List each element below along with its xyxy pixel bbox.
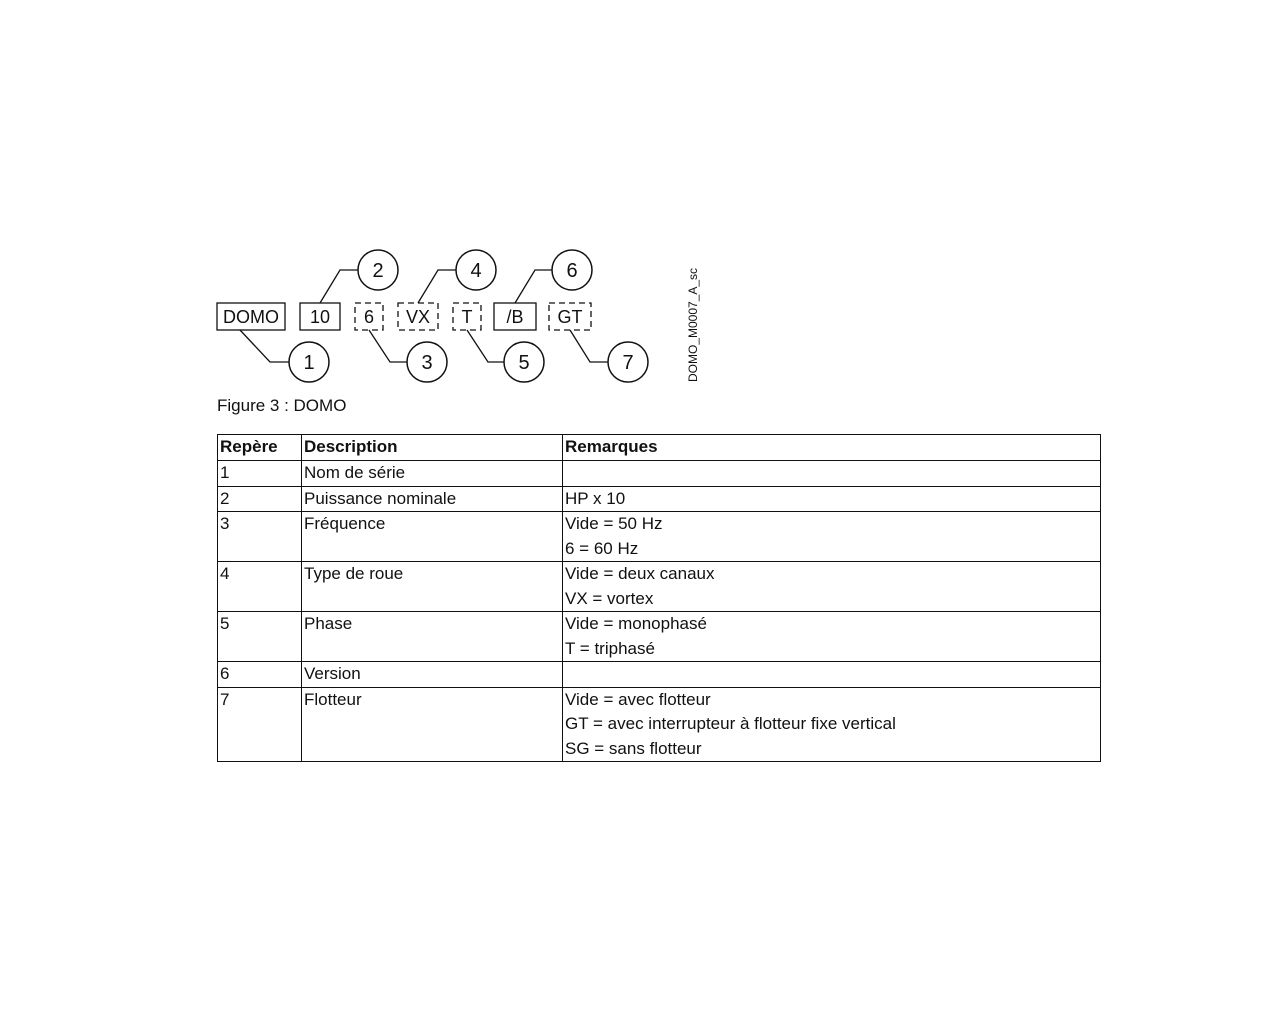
cell-repere: 5	[218, 612, 302, 662]
callout-number-7: 7	[622, 352, 634, 374]
callout-number-5: 5	[518, 352, 530, 374]
leader-line-1	[240, 330, 289, 362]
cell-repere: 4	[218, 562, 302, 612]
header-repere: Repère	[218, 435, 302, 461]
code-part-power: 10	[309, 307, 331, 327]
table-row	[218, 562, 1101, 612]
cell-repere: 7	[218, 687, 302, 762]
header-description: Description	[302, 435, 563, 461]
diagram-reference-label: DOMO_M0007_A_sc	[686, 267, 700, 382]
callout-number-3: 3	[421, 352, 433, 374]
remark-line: HP x 10	[565, 488, 626, 508]
leader-line-4	[418, 270, 456, 303]
header-remarques: Remarques	[563, 435, 1101, 461]
remark-line: Vide = avec flotteur	[565, 689, 711, 709]
code-part-domo: DOMO	[223, 307, 279, 327]
cell-remarques	[563, 612, 1101, 662]
table-body	[218, 461, 1101, 762]
table-row	[218, 662, 1101, 688]
cell-description: Fréquence	[302, 512, 563, 562]
callout-number-4: 4	[470, 260, 482, 282]
type-code-diagram	[0, 0, 1280, 420]
code-part-frequency: 6	[363, 307, 375, 327]
cell-description: Puissance nominale	[302, 486, 563, 512]
table-row	[218, 512, 1101, 562]
callout-number-1: 1	[303, 352, 315, 374]
remark-line: 6 = 60 Hz	[565, 538, 639, 558]
leader-line-2	[320, 270, 358, 303]
cell-remarques	[563, 687, 1101, 762]
remark-line: T = triphasé	[565, 638, 655, 658]
code-part-phase: T	[461, 307, 473, 327]
cell-remarques	[563, 461, 1101, 487]
cell-description: Type de roue	[302, 562, 563, 612]
cell-description: Version	[302, 662, 563, 688]
remark-line: Vide = monophasé	[565, 614, 707, 633]
cell-remarques	[563, 562, 1101, 612]
leader-line-5	[467, 330, 504, 362]
designation-table	[217, 434, 1101, 762]
cell-remarques	[563, 486, 1101, 512]
remark-line: Vide = deux canaux	[565, 564, 715, 583]
cell-repere: 3	[218, 512, 302, 562]
table-row	[218, 612, 1101, 662]
cell-description: Nom de série	[302, 461, 563, 487]
cell-description: Flotteur	[302, 687, 563, 762]
remark-line: SG = sans flotteur	[565, 738, 702, 758]
leader-line-3	[369, 330, 407, 362]
callout-number-2: 2	[372, 260, 384, 282]
leader-line-6	[515, 270, 552, 303]
cell-repere: 6	[218, 662, 302, 688]
cell-description: Phase	[302, 612, 563, 662]
leader-line-7	[570, 330, 608, 362]
code-part-float: GT	[557, 307, 583, 327]
cell-repere: 2	[218, 486, 302, 512]
remark-line: VX = vortex	[565, 588, 654, 608]
table-header-row	[218, 435, 1101, 461]
table-row	[218, 461, 1101, 487]
remark-line: GT = avec interrupteur à flotteur fixe vertical	[565, 714, 896, 733]
callout-number-6: 6	[566, 260, 578, 282]
cell-remarques	[563, 512, 1101, 562]
remark-line: Vide = 50 Hz	[565, 514, 663, 533]
table-row	[218, 687, 1101, 762]
table-row	[218, 486, 1101, 512]
figure-caption: Figure 3 : DOMO	[217, 396, 347, 415]
code-part-impeller: VX	[405, 307, 431, 327]
cell-repere: 1	[218, 461, 302, 487]
cell-remarques	[563, 662, 1101, 688]
code-part-version: /B	[506, 307, 524, 327]
